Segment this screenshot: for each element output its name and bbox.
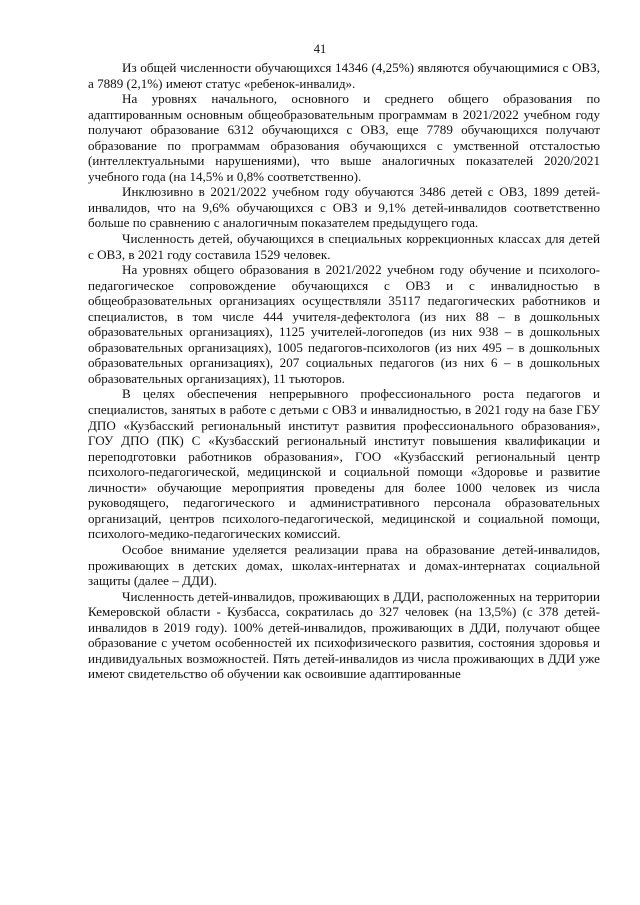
paragraph-inclusive-education: Инклюзивно в 2021/2022 учебном году обучаются 3486 детей с ОВЗ, 1899 детей-инвалидов, что на 9,6% обучающихся с ОВЗ и 9,1% детей-инвалидов соответственно больше по сравнению с аналогичным показателем предыдущего года. [88, 184, 600, 231]
paragraph-pedagogical-staff: На уровнях общего образования в 2021/2022 учебном году обучение и психолого-педагогическое сопровождение обучающихся с ОВЗ и с инвалидностью в общеобразовательных организациях осуществляли 35117 педагогических работников и специалистов, в том числе 444 учителя-дефектолога (из них 88 – в дошкольных образовательных организациях), 1125 учителей-логопедов (из них 938 – в дошкольных образовательных организациях), 1005 педагогов-психологов (из них 495 – в дошкольных образовательных организациях), 207 социальных педагогов (из них 6 – в дошкольных образовательных организациях), 11 тьюторов. [88, 262, 600, 386]
page-number: 41 [313, 42, 327, 56]
paragraph-ddi-statistics: Численность детей-инвалидов, проживающих в ДДИ, расположенных на территории Кемеровской области - Кузбасса, сократилась до 327 человек (на 13,5%) (с 378 детей-инвалидов в 2019 году). 100% детей-инвалидов, проживающих в ДДИ, получают общее образование с учетом особенностей их психофизического развития, состояния здоровья и индивидуальных возможностей. Пять детей-инвалидов из числа проживающих в ДДИ уже имеют свидетельство об обучении как освоившие адаптированные [88, 588, 600, 682]
paragraph-correctional-classes: Численность детей, обучающихся в специальных коррекционных классах для детей с ОВЗ, в 2021 году составила 1529 человек. [88, 231, 600, 262]
body-text [88, 60, 600, 682]
paragraph-adapted-programs: На уровнях начального, основного и среднего общего образования по адаптированным основным общеобразовательным программам в 2021/2022 учебном году получают образование 6312 обучающихся с ОВЗ, еще 7789 обучающихся получают образование по программам образования обучающихся с умственной отсталостью (интеллектуальными нарушениями), что выше аналогичных показателей 2020/2021 учебного года (на 14,5% и 0,8% соответственно). [88, 91, 600, 184]
paragraph-ovz-share: Из общей численности обучающихся 14346 (4,25%) являются обучающимися с ОВЗ, а 7889 (2,1%) имеют статус «ребенок-инвалид». [88, 60, 600, 91]
paragraph-ddi-rights: Особое внимание уделяется реализации права на образование детей-инвалидов, проживающих в детских домах, школах-интернатах и домах-интернатах социальной защиты (далее – ДДИ). [88, 541, 600, 589]
paragraph-professional-development: В целях обеспечения непрерывного профессионального роста педагогов и специалистов, занятых в работе с детьми с ОВЗ и инвалидностью, в 2021 году на базе ГБУ ДПО «Кузбасский региональный институт развития профессионального образования», ГОУ ДПО (ПК) С «Кузбасский региональный институт повышения квалификации и переподготовки работников образования», ГОО «Кузбасский региональный центр психолого-педагогической, медицинской и социальной помощи «Здоровье и развитие личности» обучающие мероприятия проведены для более 1000 человек из числа руководящего, педагогического и административного персонала образовательных организаций, центров психолого-педагогической, медицинской и социальной помощи, психолого-медико-педагогических комиссий. [88, 386, 600, 542]
